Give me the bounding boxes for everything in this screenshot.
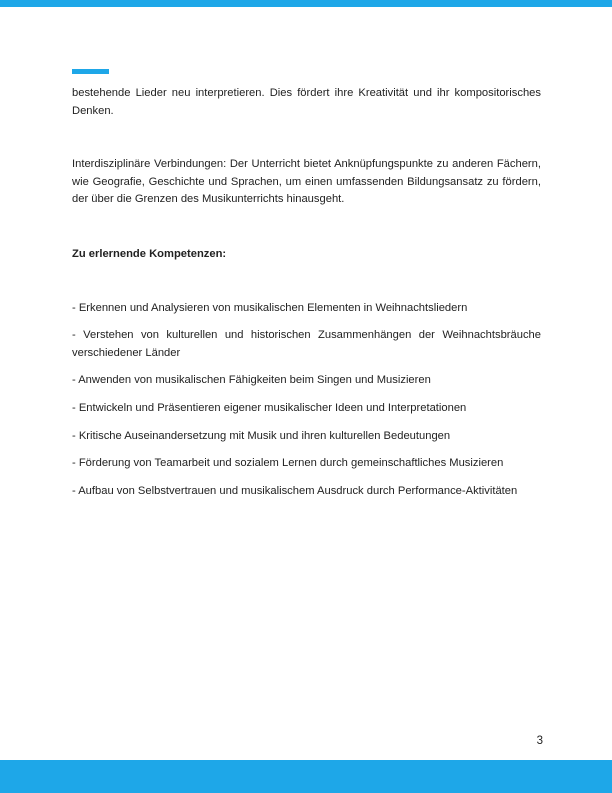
top-accent-bar [0, 0, 612, 7]
paragraph-interdisciplinary: Interdisziplinäre Verbindungen: Der Unterricht bietet Anknüpfungspunkte zu anderen Fächern, wie Geografie, Geschichte und Sprachen, um einen umfassenden Bildungsansatz zu fördern, der über die Grenzen des Musikunterrichts hinausgeht. [72, 158, 541, 206]
paragraph-continuation: bestehende Lieder neu interpretieren. Dies fördert ihre Kreativität und ihr kompositorisches Denken. [72, 87, 541, 117]
page-content [72, 85, 541, 510]
bottom-accent-bar [0, 760, 612, 793]
list-item: - Entwickeln und Präsentieren eigener musikalischer Ideen und Interpretationen [72, 401, 467, 414]
competencies-list [72, 300, 541, 501]
list-item: - Anwenden von musikalischen Fähigkeiten beim Singen und Musizieren [72, 374, 431, 387]
list-item: - Förderung von Teamarbeit und sozialem Lernen durch gemeinschaftliches Musizieren [72, 457, 504, 470]
list-item: - Kritische Auseinandersetzung mit Musik und ihren kulturellen Bedeutungen [72, 429, 451, 442]
list-item: - Aufbau von Selbstvertrauen und musikalischem Ausdruck durch Performance-Aktivitäten [72, 484, 518, 497]
competencies-heading: Zu erlernende Kompetenzen: [72, 247, 227, 260]
page-number: 3 [536, 735, 543, 747]
accent-line [72, 69, 109, 74]
list-item: - Erkennen und Analysieren von musikalischen Elementen in Weihnachtsliedern [72, 301, 468, 314]
list-item: - Verstehen von kulturellen und historischen Zusammenhängen der Weihnachtsbräuche verschiedener Länder [72, 329, 541, 359]
